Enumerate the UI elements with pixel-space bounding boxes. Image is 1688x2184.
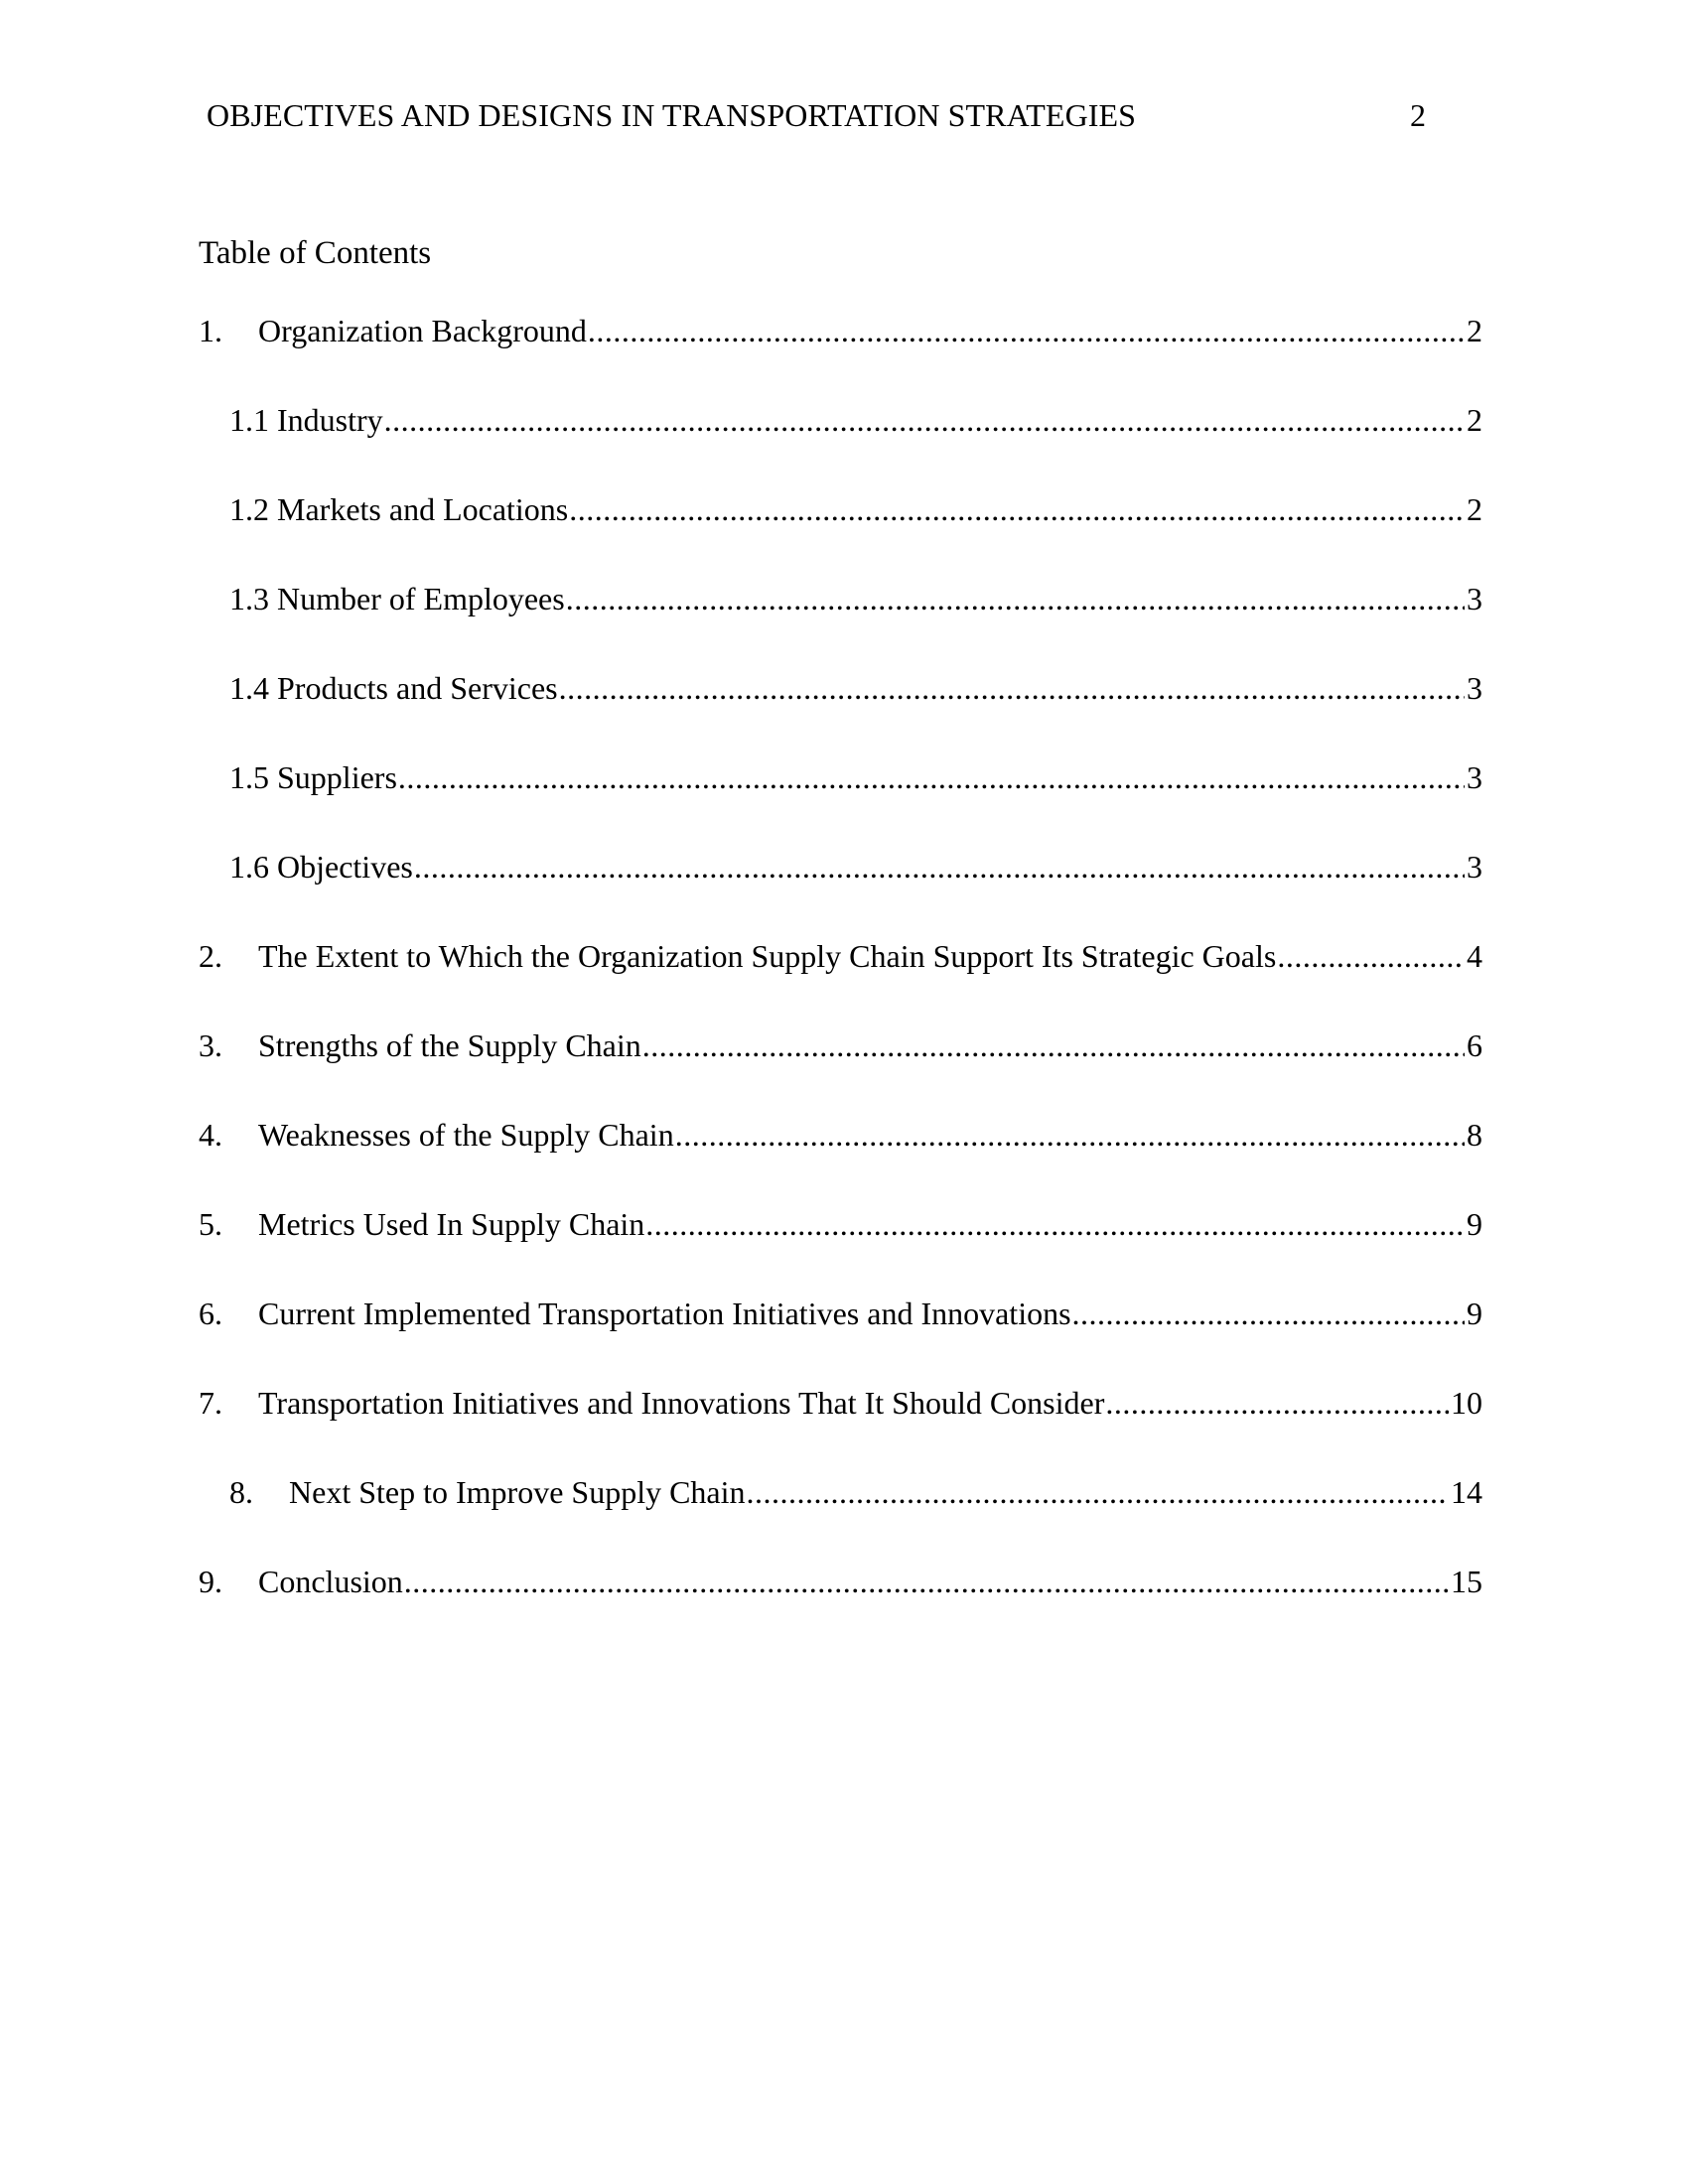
toc-dot-leader bbox=[404, 1562, 1449, 1601]
toc-entry[interactable] bbox=[229, 668, 1482, 708]
toc-entry-title: Transportation Initiatives and Innovations That It Should Consider bbox=[258, 1385, 1105, 1421]
toc-entry-title: Metrics Used In Supply Chain bbox=[258, 1206, 645, 1242]
toc-entry[interactable] bbox=[229, 847, 1482, 887]
toc-entry[interactable] bbox=[229, 757, 1482, 797]
toc-entry-title: Weaknesses of the Supply Chain bbox=[258, 1117, 674, 1153]
toc-entry[interactable] bbox=[199, 1383, 1482, 1423]
toc-entry-page: 14 bbox=[1451, 1474, 1482, 1510]
toc-entry-number: 9. bbox=[199, 1564, 222, 1599]
toc-dot-leader bbox=[588, 311, 1465, 350]
toc-entry[interactable] bbox=[229, 1472, 1482, 1512]
toc-entry[interactable] bbox=[199, 1115, 1482, 1155]
toc-dot-leader bbox=[1105, 1383, 1449, 1423]
toc-entry[interactable] bbox=[199, 1025, 1482, 1065]
toc-entry-page: 3 bbox=[1467, 849, 1482, 885]
toc-entry-title: 1.4 Products and Services bbox=[229, 670, 558, 706]
toc-entry-page: 2 bbox=[1467, 491, 1482, 527]
toc-entry-page: 3 bbox=[1467, 581, 1482, 616]
toc-dot-leader bbox=[675, 1115, 1465, 1155]
toc-entry-title: 1.5 Suppliers bbox=[229, 759, 397, 795]
toc-entry-page: 3 bbox=[1467, 759, 1482, 795]
toc-entry-number: 2. bbox=[199, 938, 222, 974]
toc-entry-title: 1.3 Number of Employees bbox=[229, 581, 565, 616]
toc-entry-number: 4. bbox=[199, 1117, 222, 1153]
toc-entry[interactable] bbox=[199, 1204, 1482, 1244]
toc-heading: Table of Contents bbox=[199, 235, 432, 271]
toc-entry-page: 9 bbox=[1467, 1296, 1482, 1331]
toc-dot-leader bbox=[398, 757, 1465, 797]
toc-entry-page: 10 bbox=[1451, 1385, 1482, 1421]
toc-entry-page: 9 bbox=[1467, 1206, 1482, 1242]
toc-entry-page: 3 bbox=[1467, 670, 1482, 706]
toc-entry-page: 2 bbox=[1467, 313, 1482, 348]
toc-entry-number: 8. bbox=[229, 1474, 253, 1510]
page-number: 2 bbox=[1410, 97, 1426, 133]
toc-entry-page: 6 bbox=[1467, 1027, 1482, 1063]
toc-dot-leader bbox=[747, 1472, 1449, 1512]
toc-dot-leader bbox=[566, 579, 1465, 618]
toc-entry[interactable] bbox=[229, 579, 1482, 618]
toc-entry-number: 3. bbox=[199, 1027, 222, 1063]
toc-entry[interactable] bbox=[199, 1294, 1482, 1333]
toc-dot-leader bbox=[1277, 936, 1465, 976]
toc-entry-number: 5. bbox=[199, 1206, 222, 1242]
toc-dot-leader bbox=[1072, 1294, 1465, 1333]
toc-entry-page: 8 bbox=[1467, 1117, 1482, 1153]
toc-entry-title: The Extent to Which the Organization Supply Chain Support Its Strategic Goals bbox=[258, 938, 1277, 974]
toc-entry-number: 6. bbox=[199, 1296, 222, 1331]
toc-entry-number: 1. bbox=[199, 313, 222, 348]
toc-entry-title: Conclusion bbox=[258, 1564, 403, 1599]
toc-entry[interactable] bbox=[229, 489, 1482, 529]
toc-entry[interactable] bbox=[199, 1562, 1482, 1601]
toc-entry-title: 1.2 Markets and Locations bbox=[229, 491, 569, 527]
toc-entry-page: 15 bbox=[1451, 1564, 1482, 1599]
toc-dot-leader bbox=[642, 1025, 1465, 1065]
toc-entry-page: 2 bbox=[1467, 402, 1482, 438]
toc-entry[interactable] bbox=[199, 311, 1482, 350]
toc-entry[interactable] bbox=[199, 936, 1482, 976]
toc-dot-leader bbox=[559, 668, 1465, 708]
running-head: OBJECTIVES AND DESIGNS IN TRANSPORTATION STRATEGIES bbox=[207, 97, 1137, 133]
toc-entry-title: 1.6 Objectives bbox=[229, 849, 413, 885]
toc-dot-leader bbox=[414, 847, 1465, 887]
toc-dot-leader bbox=[384, 400, 1465, 440]
toc-dot-leader bbox=[569, 489, 1465, 529]
toc-entry-title: 1.1 Industry bbox=[229, 402, 383, 438]
toc-entry-title: Next Step to Improve Supply Chain bbox=[289, 1474, 746, 1510]
toc-entry-page: 4 bbox=[1467, 938, 1482, 974]
toc-entry-title: Current Implemented Transportation Initiatives and Innovations bbox=[258, 1296, 1071, 1331]
toc-entry-title: Organization Background bbox=[258, 313, 587, 348]
toc-entry[interactable] bbox=[229, 400, 1482, 440]
toc-entry-number: 7. bbox=[199, 1385, 222, 1421]
toc-entry-title: Strengths of the Supply Chain bbox=[258, 1027, 641, 1063]
toc-dot-leader bbox=[645, 1204, 1465, 1244]
